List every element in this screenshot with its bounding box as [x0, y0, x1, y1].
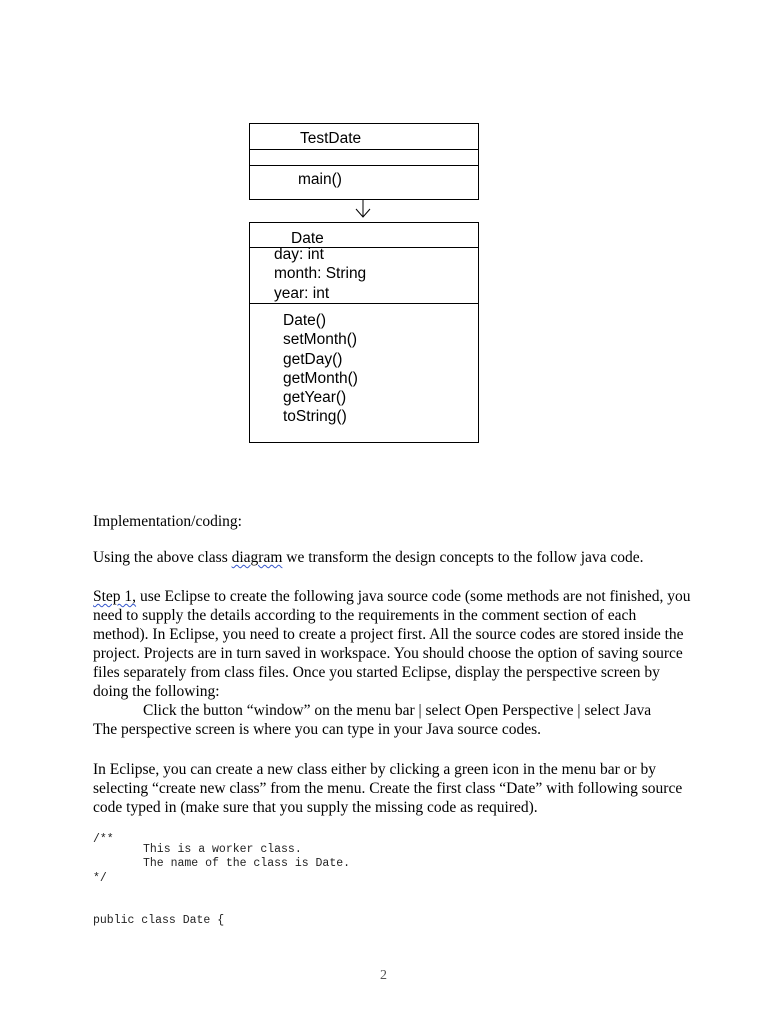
attribute-year: year: int	[274, 285, 330, 302]
code-comment-line1: This is a worker class.	[143, 843, 302, 856]
intro-text-end: we transform the design concepts to the follow java code.	[282, 549, 644, 566]
code-comment-close: */	[93, 872, 107, 885]
date-class-name: Date	[291, 230, 324, 247]
testdate-method-main: main()	[298, 171, 342, 188]
eclipse-paragraph: In Eclipse, you can create a new class either by clicking a green icon in the menu bar or by selecting “create new class” from the menu. Create the first class “Date” with following source code typed in (make sure that you supply the missing code as required).	[93, 761, 683, 816]
step1-instructions: Click the button “window” on the menu bar | select Open Perspective | select Java	[143, 702, 652, 719]
method-getday: getDay()	[283, 351, 343, 368]
intro-paragraph	[93, 548, 713, 567]
testdate-class-name: TestDate	[300, 130, 362, 147]
step1-body: use Eclipse to create the following java source code (some methods are not finished, you need to supply the details according to the requirements in the comment section of each method). In Eclipse, you need to create a project first. All the source codes are stored inside the project. Projects are in turn saved in workspace. You should choose the option of saving source files separately from class files. Once you started Eclipse, display the perspective screen by doing the following:	[93, 588, 691, 700]
section-heading: Implementation/coding:	[93, 513, 242, 530]
step1-conclusion: The perspective screen is where you can type in your Java source codes.	[93, 721, 542, 738]
attribute-month: month: String	[274, 265, 367, 282]
attribute-day: day: int	[274, 246, 324, 263]
code-class-declaration: public class Date {	[93, 914, 225, 927]
method-date: Date()	[283, 312, 327, 329]
method-tostring: toString()	[283, 408, 347, 425]
step1-paragraph	[93, 587, 693, 739]
step1-label: Step 1,	[93, 588, 137, 605]
code-comment-open: /**	[93, 833, 114, 846]
method-getmonth: getMonth()	[283, 370, 358, 387]
divider	[250, 303, 478, 304]
code-comment-line2: The name of the class is Date.	[143, 857, 351, 870]
diagram-word: diagram	[231, 549, 283, 566]
page-number: 2	[380, 968, 387, 983]
method-setmonth: setMonth()	[283, 331, 358, 348]
association-arrow	[0, 0, 777, 230]
method-getyear: getYear()	[283, 389, 347, 406]
intro-text-start: Using the above class	[93, 549, 232, 566]
